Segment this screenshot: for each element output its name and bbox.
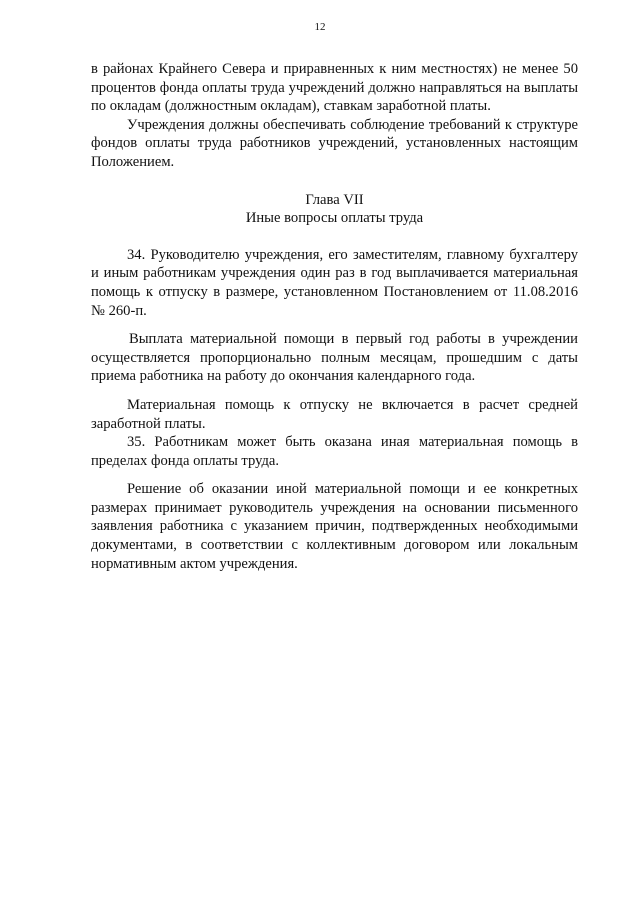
paragraph-intro-continuation: в районах Крайнего Севера и приравненных к ним местностях) не менее 50 процентов фонда оплаты труда учреждений должно направляться на выплаты по окладам (должностным окладам), ставкам заработной платы.: [91, 61, 578, 115]
chapter-number: Глава VII: [305, 191, 364, 208]
clause-34: 34. Руководителю учреждения, его заместителям, главному бухгалтеру и иным работникам учреждения один раз в год выплачивается материальная помощь к отпуску в размере, установленном Постановлением от 11.08.2016 № 260-п.: [91, 246, 578, 319]
clause-35: 35. Работникам может быть оказана иная материальная помощь в пределах фонда оплаты труда.: [91, 434, 578, 469]
clause-34-payment: Выплата материальной помощи в первый год работы в учреждении осуществляется пропорционально полным месяцам, прошедшим с даты приема работника на работу до окончания календарного года.: [91, 331, 578, 385]
document-body: [91, 60, 578, 573]
clause-34-exclusion: Материальная помощь к отпуску не включается в расчет средней заработной платы.: [91, 396, 578, 432]
clause-35-decision: Решение об оказании иной материальной помощи и ее конкретных размерах принимает руководитель учреждения на основании письменного заявления работника с указанием причин, подтвержденных необходимыми документами, в соответствии с коллективным договором или локальным нормативным актом учреждения.: [91, 481, 578, 572]
paragraph-structure-requirement: Учреждения должны обеспечивать соблюдение требований к структуре фондов оплаты труда работников учреждений, установленных настоящим Положением.: [91, 116, 578, 170]
chapter-title: Иные вопросы оплаты труда: [245, 210, 424, 227]
page-number: 12: [314, 21, 326, 33]
